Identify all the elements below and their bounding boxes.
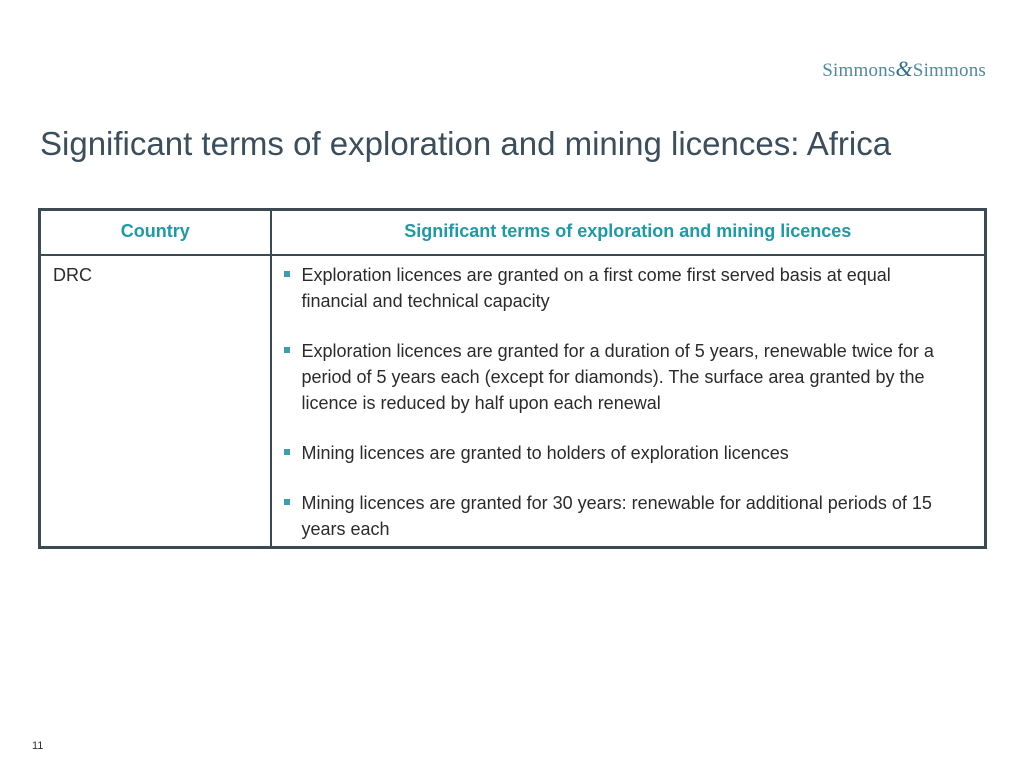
logo-ampersand: & xyxy=(895,56,913,81)
logo-text-right: Simmons xyxy=(912,60,986,81)
licence-terms-table xyxy=(38,208,987,549)
terms-list xyxy=(282,262,955,542)
country-cell: DRC xyxy=(40,255,271,548)
square-bullet-icon xyxy=(284,449,290,455)
list-item xyxy=(282,490,955,542)
list-item xyxy=(282,440,955,466)
simmons-logo xyxy=(822,56,986,82)
square-bullet-icon xyxy=(284,499,290,505)
logo-text-left: Simmons xyxy=(822,60,896,81)
square-bullet-icon xyxy=(284,347,290,353)
list-item-text: Mining licences are granted for 30 years: renewable for additional periods of 15 years each xyxy=(301,492,932,539)
table-row xyxy=(40,255,986,548)
column-header-country: Country xyxy=(40,210,271,255)
page-number: 11 xyxy=(32,740,44,752)
square-bullet-icon xyxy=(284,271,290,277)
column-header-terms: Significant terms of exploration and mining licences xyxy=(271,210,986,255)
table-header-row xyxy=(40,210,986,255)
terms-cell xyxy=(271,255,986,548)
list-item-text: Exploration licences are granted for a duration of 5 years, renewable twice for a period of 5 years each (except for diamonds). The surface area granted by the licence is reduced by half upon each renewal xyxy=(301,340,934,413)
list-item xyxy=(282,262,955,314)
list-item xyxy=(282,338,955,416)
slide-title: Significant terms of exploration and mining licences: Africa xyxy=(40,125,892,162)
list-item-text: Mining licences are granted to holders of exploration licences xyxy=(301,442,789,463)
list-item-text: Exploration licences are granted on a first come first served basis at equal financial and technical capacity xyxy=(301,264,891,311)
